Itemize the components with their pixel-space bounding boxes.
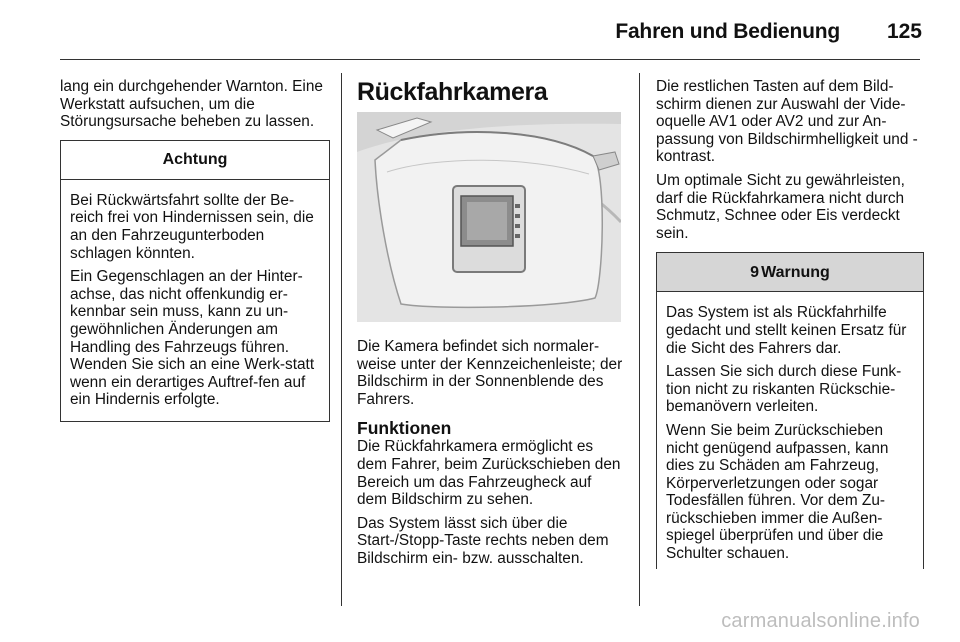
caution-box (60, 140, 330, 422)
on-off-paragraph: Das System lässt sich über die Start-/Stopp-Taste rechts neben dem Bildschirm ein- bzw. ausschalten. (357, 514, 609, 567)
warning-body (657, 292, 923, 568)
sun-visor-screen-figure (357, 112, 621, 322)
middle-column (357, 78, 625, 568)
caution-paragraph: Ein Gegenschlagen an der Hinter-achse, das nicht offenkundig er-kennbar sein muss, kann zu un-gewöhnlichen Änderungen am Handling des Fahrzeugs führen. Wenden Sie sich an eine Werk-statt wenn ein derartiges Auftref-fen auf ein Hindernis erfolgte. (70, 268, 315, 409)
warning-paragraph: Das System ist als Rückfahrhilfe gedacht und stellt keinen Ersatz für die Sicht des Fahrers dar. (666, 304, 907, 357)
right-column (656, 78, 924, 569)
right-text (656, 78, 924, 242)
camera-location-paragraph: Die Kamera befindet sich normaler-weise unter der Kennzeichenleiste; der Bildschirm in der Sonnenblende des Fahrers. (357, 338, 623, 408)
warning-icon: 9 (750, 263, 760, 281)
left-column (60, 78, 330, 422)
warning-heading-label: Warnung (761, 263, 830, 281)
functions-paragraph: Die Rückfahrkamera ermöglicht es dem Fahrer, beim Zurückschieben den Bereich um das Fahrzeugheck auf dem Bildschirm zu sehen. (357, 438, 621, 509)
warning-paragraph: Wenn Sie beim Zurückschieben nicht genügend aufpassen, kann dies zu Schäden am Fahrzeug, Körperverletzungen oder sogar Todesfällen führen. Vor dem Zu-rückschieben immer die Außen-spiegel überprüfen und über die Schulter schauen. (666, 421, 889, 563)
warning-heading (657, 253, 923, 292)
sun-visor-illustration (357, 112, 621, 322)
page-header (0, 0, 960, 60)
column-divider-left (341, 73, 342, 606)
column-divider-right (639, 73, 640, 606)
caution-paragraph: Bei Rückwärtsfahrt sollte der Be-reich frei von Hindernissen sein, die an den Fahrzeugunterboden schlagen könnten. (70, 191, 314, 262)
visibility-paragraph: Um optimale Sicht zu gewährleisten, darf die Rückfahrkamera nicht durch Schmutz, Schnee oder Eis verdeckt sein. (656, 171, 905, 242)
buttons-paragraph: Die restlichen Tasten auf dem Bild-schirm dienen zur Auswahl der Vide-oquelle AV1 oder AV2 und zur An-passung von Bildschirmhelligkeit und -kontrast. (656, 78, 918, 166)
warning-box (656, 252, 924, 568)
warning-paragraph: Lassen Sie sich durch diese Funk-tion nicht zu riskanten Rückschie-bemanövern verleiten. (666, 363, 902, 416)
camera-description (357, 338, 625, 568)
page-number: 125 (886, 20, 922, 43)
subsection-title: Funktionen (357, 418, 452, 439)
chapter-title: Fahren und Bedienung (615, 20, 840, 43)
caution-body (61, 180, 329, 421)
section-title: Rückfahrkamera (357, 78, 548, 106)
intro-paragraph: lang ein durchgehender Warnton. Eine Werkstatt aufsuchen, um die Störungsursache beheben zu lassen. (60, 78, 323, 131)
caution-heading: Achtung (61, 141, 329, 180)
watermark: carmanualsonline.info (721, 610, 920, 632)
header-divider (60, 59, 920, 60)
